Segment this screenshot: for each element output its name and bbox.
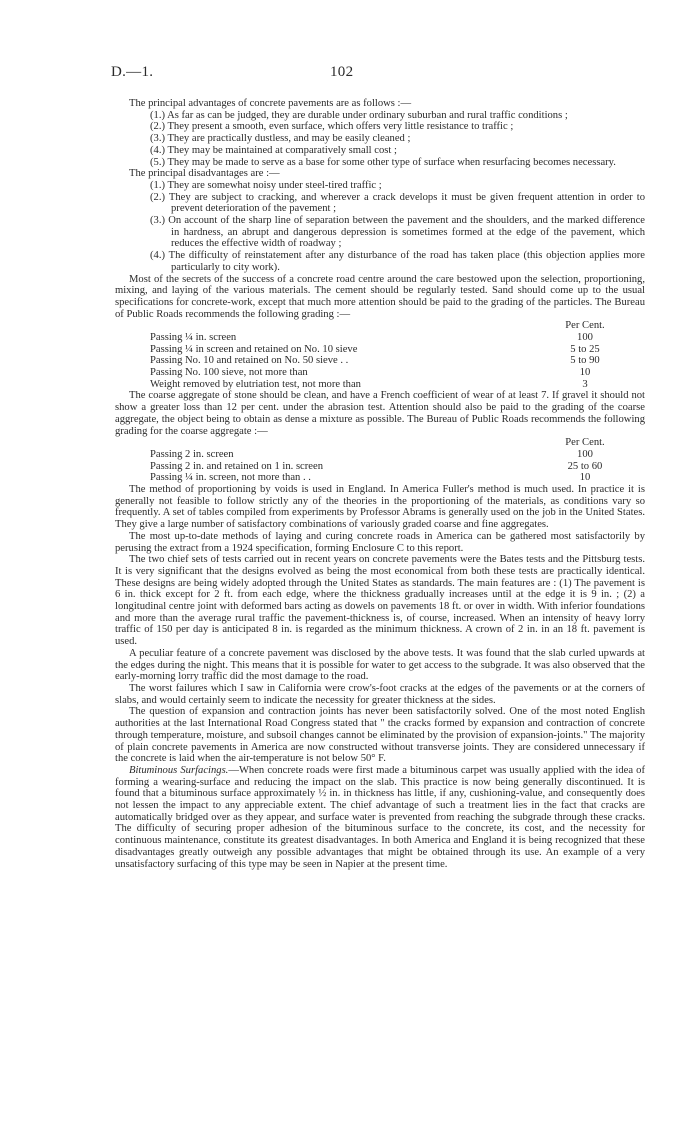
paragraph-voids: The method of proportioning by voids is used in England. In America Fuller's method is much used. In practice it is generally not feasible to follow strictly any of the theories in the proportioning of the materials, as conditions vary so frequently. A set of tables compiled from experiments by Professor Abrams is generally used on the job in the United States. They give a large number of satisfactory combinations of variously graded coarse and fine aggregates. — [115, 484, 645, 531]
disadvantage-item-3: (3.) On account of the sharp line of separation between the pavement and the shoulders, and the marked difference in hardness, an abrupt and dangerous depression is sometimes formed at the edge of the pavement, which reduces the effective width of roadway ; — [150, 215, 645, 250]
paragraph-bituminous — [115, 765, 645, 870]
grading-label: Passing 2 in. screen — [150, 448, 234, 460]
bituminous-heading: Bituminous Surfacings. — [129, 764, 229, 776]
grading-value: 100 — [577, 332, 593, 344]
table-row — [115, 355, 645, 367]
table-row — [115, 461, 645, 473]
grading-label: Passing 2 in. and retained on 1 in. screen — [150, 460, 323, 472]
table-row — [115, 367, 645, 379]
grading-value: 25 to 60 — [567, 460, 603, 472]
fine-grading-header: Per Cent. — [565, 320, 605, 332]
grading-label: Passing No. 100 sieve, not more than — [150, 367, 308, 379]
grading-value: 10 — [579, 367, 591, 379]
grading-label: Passing ¼ in. screen — [150, 332, 237, 344]
disadvantage-item-4: (4.) The difficulty of reinstatement after any disturbance of the road has taken place (this objection applies more particularly to city work). — [150, 250, 645, 273]
paragraph-expansion: The question of expansion and contraction joints has never been satisfactorily solved. One of the most noted English authorities at the last International Road Congress stated that " the cracks formed by expansion and contraction of concrete through temperature, moisture, and subsoil changes cannot be eliminated by the provision of expansion-joints." The majority of plain concrete pavements in America are now constructed without transverse joints. They are considered unnecessary if the concrete is laid when the air-temperature is not below 50° F. — [115, 706, 645, 765]
grading-value: 10 — [579, 472, 591, 484]
grading-value: 100 — [577, 448, 593, 460]
advantage-item-1: (1.) As far as can be judged, they are durable under ordinary suburban and rural traffic conditions ; — [150, 109, 568, 121]
paragraph-peculiar: A peculiar feature of a concrete pavement was disclosed by the above tests. It was found that the slab curled upwards at the edges during the night. This means that it is possible for water to get access to the subgrade. It was also observed that the early-morning lorry traffic did the most damage to the road. — [115, 647, 645, 683]
advantage-item-5: (5.) They may be made to serve as a base for some other type of surface when resurfacing becomes necessary. — [150, 156, 616, 168]
body-text — [115, 98, 645, 870]
grading-value: 5 to 90 — [570, 355, 600, 367]
table-row — [115, 332, 645, 344]
disadvantage-item-2: (2.) They are subject to cracking, and wherever a crack develops it must be given frequent attention in order to prevent deterioration of the pavement ; — [150, 191, 645, 215]
table-row — [115, 472, 645, 484]
advantage-item-4: (4.) They may be maintained at comparatively small cost ; — [150, 144, 397, 156]
table-row — [115, 344, 645, 356]
paragraph-coarse-aggregate: The coarse aggregate of stone should be clean, and have a French coefficient of wear of at least 7. If gravel it should not show a greater loss than 12 per cent. under the abrasion test. Attention should also be paid to the grading of the coarse aggregate, the object being to obtain as dense a mixture as possible. The Bureau of Public Roads recommends the following grading for the coarse aggregate :— — [115, 390, 645, 437]
coarse-grading-header: Per Cent. — [565, 437, 605, 449]
advantages-intro: The principal advantages of concrete pavements are as follows :— — [129, 98, 412, 109]
disadvantage-item-1: (1.) They are somewhat noisy under steel-tired traffic ; — [150, 179, 382, 191]
advantage-item-3: (3.) They are practically dustless, and may be easily cleaned ; — [150, 133, 411, 145]
grading-value: 5 to 25 — [570, 343, 600, 355]
disadvantages-intro: The principal disadvantages are :— — [129, 168, 280, 180]
bituminous-text: —When concrete roads were first made a bituminous carpet was usually applied with the idea of forming a wearing-surface and reducing the impact on the slab. This practice is now being generally discontinued. It is found that a bituminous surface approximately ½ in. in thickness has little, if any, cushioning-value, and consequently does not lessen the impact to any appreciable extent. The chief advantage of such a treatment lies in the fact that cracks are automatically bridged over as they appear, and surface water is prevented from reaching the subgrade through these cracks. The difficulty of securing proper adhesion of the bituminous surface to the concrete, its cost, and the necessity for continuous maintenance, constitute its greatest disadvantages. In both America and England it is being recognized that these disadvantages greatly outweigh any possible advantages that might be obtained through its use. An example of a very unsatisfactory surfacing of this type may be seen in Napier at the present time. — [115, 764, 645, 870]
grading-label: Passing ¼ in screen and retained on No. 10 sieve — [150, 343, 358, 355]
paragraph-methods: The most up-to-date methods of laying and curing concrete roads in America can be gathered most satisfactorily by perusing the extract from a 1924 specification, forming Enclosure C to this report. — [115, 530, 645, 554]
document-reference: D.—1. — [111, 64, 154, 80]
grading-label: Passing No. 10 and retained on No. 50 sieve . . — [150, 355, 349, 367]
page-number: 102 — [330, 64, 354, 80]
advantage-item-2: (2.) They present a smooth, even surface, which offers very little resistance to traffic ; — [150, 121, 514, 133]
paragraph-secrets: Most of the secrets of the success of a concrete road centre around the care bestowed upon the selection, proportioning, mixing, and laying of the various materials. The cement should be regularly tested. Sand should come up to the usual specifications for concrete-work, except that much more attention should be paid to the grading of the particles. The Bureau of Public Roads recommends the following grading :— — [115, 273, 645, 320]
grading-label: Passing ¼ in. screen, not more than . . — [150, 472, 311, 484]
coarse-grading-table — [115, 437, 645, 484]
table-row — [115, 379, 645, 391]
table-row — [115, 449, 645, 461]
paragraph-tests: The two chief sets of tests carried out in recent years on concrete pavements were the Bates tests and the Pittsburg tests. It is very significant that the designs evolved as being the most economical from both these tests are practically identical. These designs are being widely adopted through the United States as standards. The main features are : (1) The pavement is 6 in. thick except for 2 ft. from each edge, where the thickness gradually increases until at the edge it is 9 in. ; (2) a longitudinal centre joint with deformed bars acting as dowels on pavements 18 ft. or over in width. With inferior foundations and more than the average rural traffic the pavement-thickness is, of course, increased. When an intensity of heavy lorry traffic of 150 per day is anticipated 8 in. is regarded as the minimum thickness. A crown of 2 in. in an 18 ft. pavement is used. — [115, 554, 645, 648]
fine-grading-table — [115, 320, 645, 390]
grading-value: 3 — [582, 378, 588, 390]
paragraph-failures: The worst failures which I saw in California were crow's-foot cracks at the edges of the pavements or at the corners of slabs, and would certainly seem to indicate the necessity for greater thickness at the sides. — [115, 683, 645, 706]
grading-label: Weight removed by elutriation test, not more than — [150, 378, 361, 390]
